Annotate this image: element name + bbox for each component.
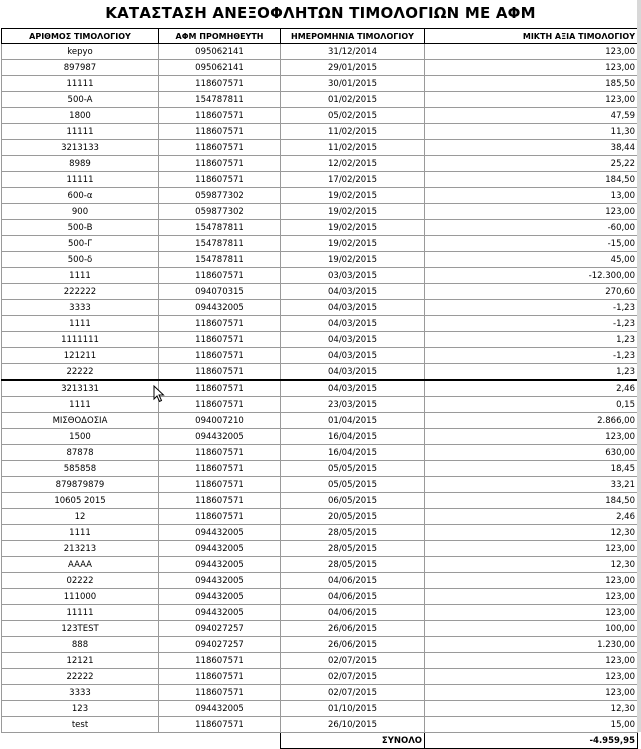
cell-gross-value: 123,00: [425, 653, 638, 669]
cell-gross-value: 12,30: [425, 557, 638, 573]
cell-gross-value: 13,00: [425, 188, 638, 204]
table-row[interactable]: [2, 493, 638, 509]
cell-invoice-date: 03/03/2015: [281, 268, 425, 284]
cell-gross-value: 11,30: [425, 124, 638, 140]
cell-gross-value: 1,23: [425, 332, 638, 348]
cell-invoice-number: 585858: [2, 461, 159, 477]
cell-supplier-vat: 154787811: [159, 92, 281, 108]
cell-supplier-vat: 118607571: [159, 172, 281, 188]
cell-supplier-vat: 118607571: [159, 108, 281, 124]
cell-invoice-number: AAAA: [2, 557, 159, 573]
cell-invoice-date: 11/02/2015: [281, 124, 425, 140]
cell-gross-value: 123,00: [425, 204, 638, 220]
cell-invoice-date: 26/10/2015: [281, 717, 425, 733]
cell-gross-value: 123,00: [425, 605, 638, 621]
cell-gross-value: -60,00: [425, 220, 638, 236]
mouse-pointer-icon: [153, 385, 165, 403]
table-row[interactable]: [2, 60, 638, 76]
cell-invoice-number: 12: [2, 509, 159, 525]
table-row[interactable]: [2, 44, 638, 60]
cell-invoice-date: 01/02/2015: [281, 92, 425, 108]
cell-supplier-vat: 118607571: [159, 653, 281, 669]
cell-gross-value: 184,50: [425, 493, 638, 509]
cell-supplier-vat: 154787811: [159, 236, 281, 252]
cell-invoice-number: 11111: [2, 605, 159, 621]
cell-invoice-date: 02/07/2015: [281, 653, 425, 669]
cell-invoice-date: 20/05/2015: [281, 509, 425, 525]
cell-invoice-number: 500-A: [2, 92, 159, 108]
cell-invoice-number: 3333: [2, 300, 159, 316]
cell-invoice-date: 11/02/2015: [281, 140, 425, 156]
report-title: ΚΑΤΑΣΤΑΣΗ ΑΝΕΞΟΦΛΗΤΩΝ ΤΙΜΟΛΟΓΙΩΝ ΜΕ ΑΦΜ: [105, 4, 536, 22]
cell-invoice-number: 900: [2, 204, 159, 220]
table-row[interactable]: [2, 541, 638, 557]
cell-invoice-number: ΜΙΣΘΟΔΟΣΙΑ: [2, 413, 159, 429]
cell-gross-value: 2,46: [425, 380, 638, 397]
cell-gross-value: 123,00: [425, 541, 638, 557]
table-row[interactable]: [2, 509, 638, 525]
cell-invoice-number: 1111: [2, 525, 159, 541]
table-row[interactable]: [2, 413, 638, 429]
cell-invoice-number: 12121: [2, 653, 159, 669]
total-row: [2, 733, 638, 749]
cell-supplier-vat: 118607571: [159, 669, 281, 685]
table-row[interactable]: [2, 685, 638, 701]
table-row[interactable]: [2, 653, 638, 669]
table-row[interactable]: [2, 589, 638, 605]
cell-invoice-number: 8989: [2, 156, 159, 172]
cell-invoice-date: 04/03/2015: [281, 332, 425, 348]
cell-invoice-number: 123: [2, 701, 159, 717]
cell-invoice-date: 28/05/2015: [281, 557, 425, 573]
cell-invoice-number: 121211: [2, 348, 159, 364]
cell-invoice-number: 3213131: [2, 380, 159, 397]
cell-invoice-number: 1111: [2, 397, 159, 413]
total-label: ΣΥΝΟΛΟ: [281, 733, 425, 749]
cell-invoice-number: 87878: [2, 445, 159, 461]
cell-supplier-vat: 118607571: [159, 76, 281, 92]
table-row[interactable]: [2, 204, 638, 220]
table-row[interactable]: [2, 573, 638, 589]
table-row[interactable]: [2, 252, 638, 268]
cell-gross-value: 25,22: [425, 156, 638, 172]
cell-gross-value: 123,00: [425, 44, 638, 60]
cell-supplier-vat: 118607571: [159, 124, 281, 140]
table-row[interactable]: [2, 188, 638, 204]
cell-gross-value: 123,00: [425, 92, 638, 108]
cell-invoice-number: 500-δ: [2, 252, 159, 268]
cell-supplier-vat: 118607571: [159, 364, 281, 381]
table-row[interactable]: [2, 172, 638, 188]
total-spacer: [159, 733, 281, 749]
cell-invoice-number: 1111111: [2, 332, 159, 348]
cell-supplier-vat: 118607571: [159, 156, 281, 172]
cell-gross-value: 123,00: [425, 669, 638, 685]
cell-invoice-number: 1500: [2, 429, 159, 445]
cell-invoice-number: 1800: [2, 108, 159, 124]
cell-invoice-number: 111000: [2, 589, 159, 605]
cell-supplier-vat: 118607571: [159, 493, 281, 509]
cell-gross-value: 18,45: [425, 461, 638, 477]
cell-gross-value: 45,00: [425, 252, 638, 268]
cell-gross-value: 12,30: [425, 701, 638, 717]
cell-supplier-vat: 154787811: [159, 220, 281, 236]
table-row[interactable]: [2, 380, 638, 397]
cell-invoice-date: 04/03/2015: [281, 380, 425, 397]
cell-supplier-vat: 118607571: [159, 461, 281, 477]
cell-gross-value: 38,44: [425, 140, 638, 156]
cell-supplier-vat: 094432005: [159, 605, 281, 621]
cell-gross-value: 1.230,00: [425, 637, 638, 653]
cell-gross-value: -1,23: [425, 300, 638, 316]
table-body: [2, 44, 638, 733]
cell-invoice-date: 16/04/2015: [281, 445, 425, 461]
table-row[interactable]: [2, 332, 638, 348]
column-header-gross-value[interactable]: ΜΙΚΤΗ ΑΞΙΑ ΤΙΜΟΛΟΓΙΟΥ: [425, 29, 638, 44]
table-row[interactable]: [2, 284, 638, 300]
cell-supplier-vat: 118607571: [159, 509, 281, 525]
cell-supplier-vat: 094432005: [159, 541, 281, 557]
table-row[interactable]: [2, 429, 638, 445]
table-row[interactable]: [2, 364, 638, 381]
table-row[interactable]: [2, 140, 638, 156]
cell-invoice-date: 26/06/2015: [281, 637, 425, 653]
column-header-supplier-vat[interactable]: ΑΦΜ ΠΡΟΜΗΘΕΥΤΗ: [159, 29, 281, 44]
cell-invoice-number: 3333: [2, 685, 159, 701]
cell-invoice-date: 04/03/2015: [281, 300, 425, 316]
table-row[interactable]: [2, 717, 638, 733]
table-row[interactable]: [2, 397, 638, 413]
cell-supplier-vat: 118607571: [159, 445, 281, 461]
table-row[interactable]: [2, 156, 638, 172]
cell-supplier-vat: 118607571: [159, 140, 281, 156]
cell-invoice-date: 31/12/2014: [281, 44, 425, 60]
cell-supplier-vat: 118607571: [159, 316, 281, 332]
cell-supplier-vat: 094432005: [159, 525, 281, 541]
invoices-table: [1, 28, 638, 749]
cell-gross-value: 184,50: [425, 172, 638, 188]
cell-invoice-number: kepyo: [2, 44, 159, 60]
cell-invoice-date: 04/03/2015: [281, 348, 425, 364]
table-row[interactable]: [2, 108, 638, 124]
cell-gross-value: 15,00: [425, 717, 638, 733]
cell-gross-value: 123,00: [425, 685, 638, 701]
cell-invoice-number: 11111: [2, 172, 159, 188]
cell-invoice-date: 05/02/2015: [281, 108, 425, 124]
cell-invoice-number: 22222: [2, 364, 159, 381]
table-row[interactable]: [2, 477, 638, 493]
cell-invoice-date: 19/02/2015: [281, 252, 425, 268]
cell-gross-value: -12.300,00: [425, 268, 638, 284]
table-row[interactable]: [2, 92, 638, 108]
table-row[interactable]: [2, 461, 638, 477]
cell-supplier-vat: 094432005: [159, 573, 281, 589]
cell-supplier-vat: 095062141: [159, 44, 281, 60]
cell-supplier-vat: 094432005: [159, 701, 281, 717]
cell-gross-value: 2.866,00: [425, 413, 638, 429]
table-row[interactable]: [2, 637, 638, 653]
cell-gross-value: 0,15: [425, 397, 638, 413]
cell-gross-value: -15,00: [425, 236, 638, 252]
cell-invoice-date: 04/03/2015: [281, 316, 425, 332]
cell-supplier-vat: 094432005: [159, 300, 281, 316]
cell-supplier-vat: 118607571: [159, 717, 281, 733]
cell-invoice-number: 897987: [2, 60, 159, 76]
cell-invoice-date: 06/05/2015: [281, 493, 425, 509]
cell-invoice-date: 23/03/2015: [281, 397, 425, 413]
cell-invoice-number: 10605 2015: [2, 493, 159, 509]
cell-invoice-number: 222222: [2, 284, 159, 300]
cell-invoice-date: 19/02/2015: [281, 220, 425, 236]
cell-gross-value: 630,00: [425, 445, 638, 461]
cell-supplier-vat: 095062141: [159, 60, 281, 76]
cell-invoice-date: 05/05/2015: [281, 461, 425, 477]
cell-supplier-vat: 118607571: [159, 268, 281, 284]
table-row[interactable]: [2, 220, 638, 236]
cell-supplier-vat: 118607571: [159, 477, 281, 493]
table-row[interactable]: [2, 124, 638, 140]
cell-invoice-date: 04/03/2015: [281, 284, 425, 300]
cell-supplier-vat: 118607571: [159, 380, 281, 397]
cell-gross-value: 123,00: [425, 589, 638, 605]
cell-invoice-number: 500-B: [2, 220, 159, 236]
table-row[interactable]: [2, 268, 638, 284]
cell-invoice-number: 879879879: [2, 477, 159, 493]
cell-supplier-vat: 118607571: [159, 332, 281, 348]
cell-gross-value: 47,59: [425, 108, 638, 124]
cell-invoice-date: 02/07/2015: [281, 685, 425, 701]
cell-invoice-date: 19/02/2015: [281, 188, 425, 204]
cell-gross-value: 33,21: [425, 477, 638, 493]
table-row[interactable]: [2, 621, 638, 637]
cell-supplier-vat: 094007210: [159, 413, 281, 429]
table-header-row: [2, 29, 638, 44]
cell-supplier-vat: 059877302: [159, 204, 281, 220]
cell-supplier-vat: 118607571: [159, 397, 281, 413]
cell-supplier-vat: 059877302: [159, 188, 281, 204]
cell-invoice-number: 02222: [2, 573, 159, 589]
table-row[interactable]: [2, 701, 638, 717]
column-header-invoice-date[interactable]: ΗΜΕΡΟΜΗΝΙΑ ΤΙΜΟΛΟΓΙΟΥ: [281, 29, 425, 44]
cell-gross-value: 123,00: [425, 429, 638, 445]
cell-invoice-date: 26/06/2015: [281, 621, 425, 637]
cell-invoice-number: 1111: [2, 268, 159, 284]
table-row[interactable]: [2, 445, 638, 461]
cell-invoice-date: 29/01/2015: [281, 60, 425, 76]
cell-supplier-vat: 094027257: [159, 621, 281, 637]
cell-invoice-number: 213213: [2, 541, 159, 557]
cell-supplier-vat: 118607571: [159, 685, 281, 701]
cell-invoice-date: 01/04/2015: [281, 413, 425, 429]
cell-invoice-number: 11111: [2, 76, 159, 92]
cell-supplier-vat: 094432005: [159, 429, 281, 445]
cell-supplier-vat: 154787811: [159, 252, 281, 268]
table-row[interactable]: [2, 669, 638, 685]
cell-supplier-vat: 094432005: [159, 557, 281, 573]
table-row[interactable]: [2, 605, 638, 621]
cell-invoice-number: 22222: [2, 669, 159, 685]
table-row[interactable]: [2, 557, 638, 573]
cell-gross-value: 185,50: [425, 76, 638, 92]
cell-invoice-number: 11111: [2, 124, 159, 140]
cell-gross-value: 270,60: [425, 284, 638, 300]
cell-gross-value: 123,00: [425, 60, 638, 76]
cell-gross-value: 1,23: [425, 364, 638, 381]
cell-gross-value: 12,30: [425, 525, 638, 541]
window-edge: [637, 0, 641, 732]
cell-gross-value: -1,23: [425, 316, 638, 332]
column-header-invoice-number[interactable]: ΑΡΙΘΜΟΣ ΤΙΜΟΛΟΓΙΟΥ: [2, 29, 159, 44]
cell-invoice-number: 888: [2, 637, 159, 653]
cell-invoice-date: 04/06/2015: [281, 589, 425, 605]
cell-supplier-vat: 118607571: [159, 348, 281, 364]
table-row[interactable]: [2, 236, 638, 252]
cell-invoice-date: 28/05/2015: [281, 525, 425, 541]
cell-invoice-date: 01/10/2015: [281, 701, 425, 717]
cell-invoice-date: 28/05/2015: [281, 541, 425, 557]
cell-supplier-vat: 094027257: [159, 637, 281, 653]
cell-invoice-date: 04/06/2015: [281, 605, 425, 621]
table-row[interactable]: [2, 525, 638, 541]
cell-invoice-number: 600-α: [2, 188, 159, 204]
cell-invoice-number: 3213133: [2, 140, 159, 156]
cell-invoice-number: test: [2, 717, 159, 733]
cell-invoice-date: 04/06/2015: [281, 573, 425, 589]
cell-invoice-date: 16/04/2015: [281, 429, 425, 445]
cell-supplier-vat: 094432005: [159, 589, 281, 605]
cell-gross-value: 2,46: [425, 509, 638, 525]
cell-gross-value: 123,00: [425, 573, 638, 589]
cell-invoice-date: 02/07/2015: [281, 669, 425, 685]
cell-invoice-number: 1111: [2, 316, 159, 332]
cell-invoice-number: 500-Γ: [2, 236, 159, 252]
cell-invoice-date: 05/05/2015: [281, 477, 425, 493]
cell-invoice-date: 19/02/2015: [281, 204, 425, 220]
table-row[interactable]: [2, 300, 638, 316]
cell-gross-value: -1,23: [425, 348, 638, 364]
cell-invoice-date: 12/02/2015: [281, 156, 425, 172]
cell-invoice-date: 04/03/2015: [281, 364, 425, 381]
table-row[interactable]: [2, 348, 638, 364]
table-row[interactable]: [2, 76, 638, 92]
total-spacer: [2, 733, 159, 749]
cell-invoice-number: 123TEST: [2, 621, 159, 637]
table-row[interactable]: [2, 316, 638, 332]
cell-invoice-date: 19/02/2015: [281, 236, 425, 252]
cell-invoice-date: 30/01/2015: [281, 76, 425, 92]
cell-supplier-vat: 094070315: [159, 284, 281, 300]
cell-gross-value: 100,00: [425, 621, 638, 637]
cell-invoice-date: 17/02/2015: [281, 172, 425, 188]
total-value: -4.959,95: [425, 733, 638, 749]
